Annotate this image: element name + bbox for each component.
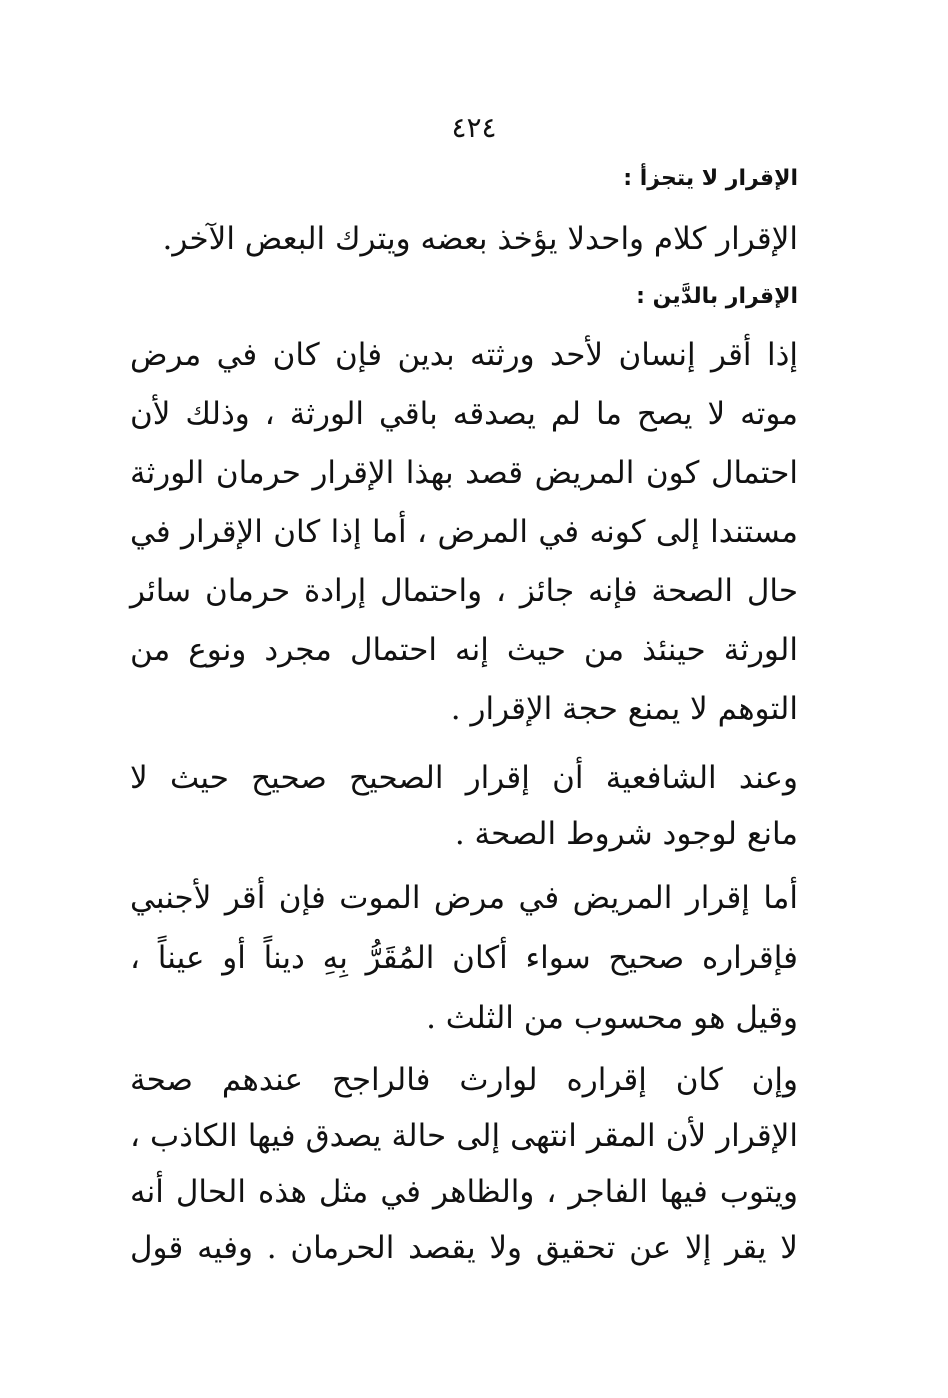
paragraph-5 xyxy=(130,1052,798,1276)
section-heading-acknowledgment-indivisible: الإقرار لا يتجزأ : xyxy=(623,166,798,191)
paragraph-line: موته لا يصح ما لم يصدقه باقي الورثة ، وذلك لأن xyxy=(130,396,798,432)
paragraph-line: مستندا إلى كونه في المرض ، أما إذا كان الإقرار في xyxy=(130,514,798,550)
paragraph-line: الإقرار لأن المقر انتهى إلى حالة يصدق فيها الكاذب ، xyxy=(130,1118,798,1154)
paragraph-line: الإقرار كلام واحدلا يؤخذ بعضه ويترك البعض الآخر. xyxy=(162,221,798,257)
paragraph-2 xyxy=(130,326,798,739)
paragraph-3 xyxy=(130,750,798,862)
paragraph-1 xyxy=(130,214,798,264)
paragraph-4 xyxy=(130,868,798,1048)
page-number: ٤٢٤ xyxy=(451,111,497,144)
paragraph-line: احتمال كون المريض قصد بهذا الإقرار حرمان الورثة xyxy=(130,455,798,491)
paragraph-line: فإقراره صحيح سواء أكان المُقَرُّ بِهِ ديناً أو عيناً ، xyxy=(130,940,798,976)
paragraph-line: لا يقر إلا عن تحقيق ولا يقصد الحرمان . وفيه قول xyxy=(130,1230,798,1266)
paragraph-line: ويتوب فيها الفاجر ، والظاهر في مثل هذه الحال أنه xyxy=(130,1174,798,1210)
paragraph-line: وقيل هو محسوب من الثلث . xyxy=(426,1000,798,1036)
paragraph-line: وعند الشافعية أن إقرار الصحيح صحيح حيث لا xyxy=(130,760,798,796)
paragraph-line: مانع لوجود شروط الصحة . xyxy=(454,816,798,852)
paragraph-line: حال الصحة فإنه جائز ، واحتمال إرادة حرمان سائر xyxy=(130,573,798,609)
paragraph-line: التوهم لا يمنع حجة الإقرار . xyxy=(450,691,798,727)
paragraph-line: إذا أقر إنسان لأحد ورثته بدين فإن كان في مرض xyxy=(130,337,798,373)
paragraph-line: أما إقرار المريض في مرض الموت فإن أقر لأجنبي xyxy=(130,880,798,916)
paragraph-line: وإن كان إقراره لوارث فالراجح عندهم صحة xyxy=(130,1062,798,1098)
paragraph-line: الورثة حينئذ من حيث إنه احتمال مجرد ونوع من xyxy=(130,632,798,668)
section-heading-acknowledgment-of-debt: الإقرار بالدَّين : xyxy=(636,284,798,309)
